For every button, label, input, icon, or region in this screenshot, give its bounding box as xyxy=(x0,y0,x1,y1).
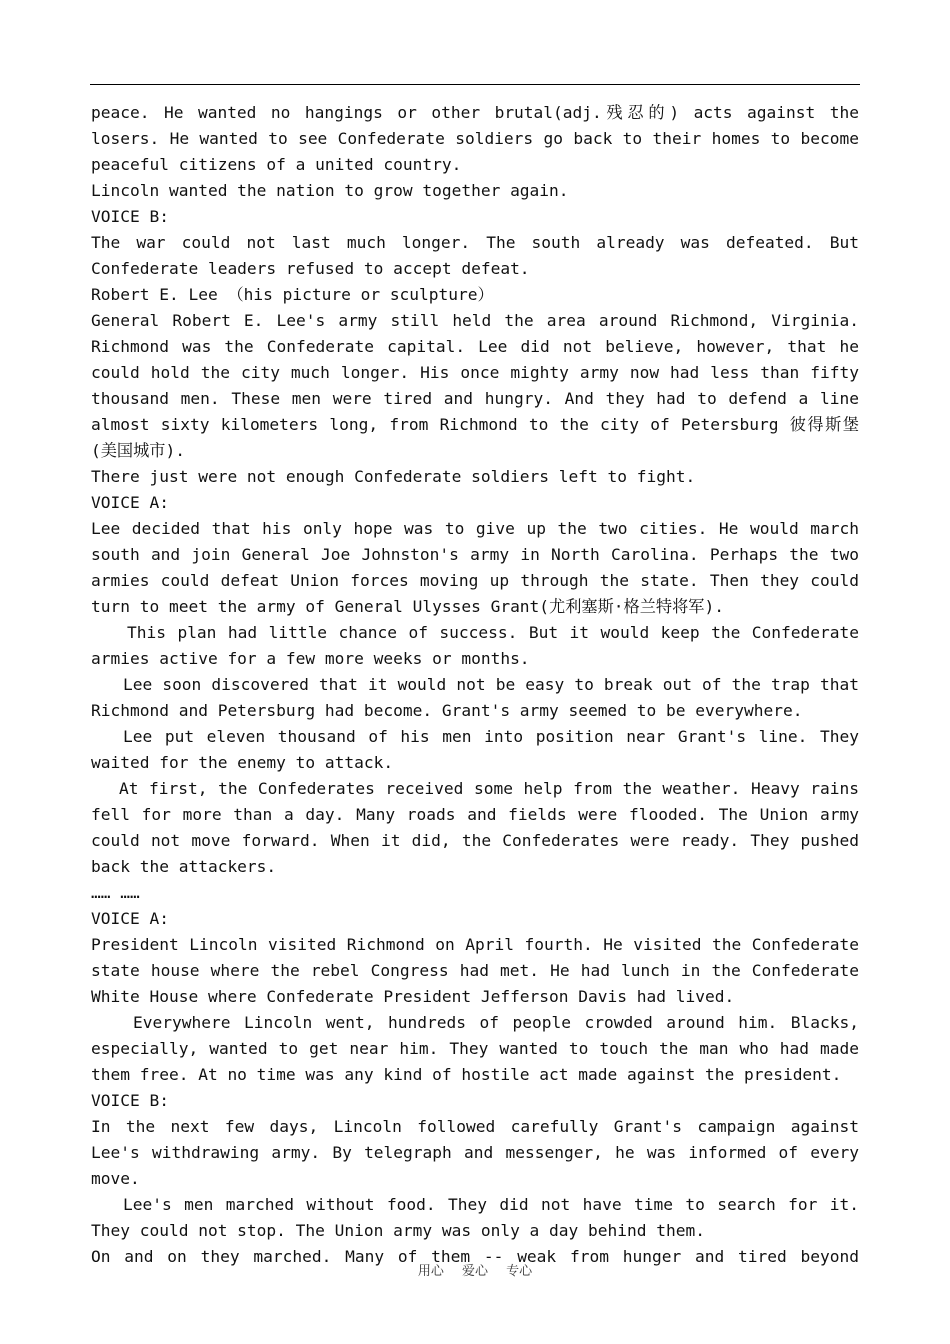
paragraph: VOICE A: xyxy=(91,909,169,928)
paragraph: Lee put eleven thousand of his men into position near Grant's line. They waited for the enemy to attack. xyxy=(91,727,859,772)
paragraph: There just were not enough Confederate soldiers left to fight. xyxy=(91,467,696,486)
paragraph: VOICE B: xyxy=(91,1091,169,1110)
paragraph: This plan had little chance of success. But it would keep the Confederate armies active for a few more weeks or months. xyxy=(91,623,859,668)
page-footer: 用心 爱心 专心 xyxy=(417,1264,533,1279)
paragraph: President Lincoln visited Richmond on April fourth. He visited the Confederate state house where the rebel Congress had met. He had lunch in the Confederate White House where Confederate President Jefferson Davis had lived. xyxy=(91,935,859,1006)
paragraph: Lee soon discovered that it would not be easy to break out of the trap that Richmond and Petersburg had become. Grant's army seemed to be everywhere. xyxy=(91,675,859,720)
paragraph: General Robert E. Lee's army still held the area around Richmond, Virginia. Richmond was the Confederate capital. Lee did not believe, however, that he could hold the city much longer. His once mighty army now had less than fifty thousand men. These men were tired and hungry. And they had to defend a line almost sixty kilometers long, from Richmond to the city of Petersburg 彼得斯堡(美国城市). xyxy=(91,311,859,460)
paragraph: The war could not last much longer. The south already was defeated. But Confederate leaders refused to accept defeat. xyxy=(91,233,859,278)
paragraph: Lee's men marched without food. They did not have time to search for it. They could not stop. The Union army was only a day behind them. xyxy=(91,1195,859,1240)
paragraph: …… …… xyxy=(91,883,140,902)
paragraph: On and on they marched. Many of them -- weak from hunger and tired beyond xyxy=(91,1247,859,1266)
paragraph: In the next few days, Lincoln followed carefully Grant's campaign against Lee's withdrawing army. By telegraph and messenger, he was informed of every move. xyxy=(91,1117,859,1188)
paragraph: At first, the Confederates received some help from the weather. Heavy rains fell for more than a day. Many roads and fields were flooded. The Union army could not move forward. When it did, the Confederates were ready. They pushed back the attackers. xyxy=(91,779,859,876)
header-rule xyxy=(90,84,860,85)
paragraph: VOICE A: xyxy=(91,493,169,512)
paragraph: peace. He wanted no hangings or other brutal(adj.残忍的) acts against the losers. He wanted to see Confederate soldiers go back to their homes to become peaceful citizens of a united country. xyxy=(91,103,859,174)
paragraph: Lincoln wanted the nation to grow together again. xyxy=(91,181,569,200)
paragraph: Lee decided that his only hope was to give up the two cities. He would march south and join General Joe Johnston's army in North Carolina. Perhaps the two armies could defeat Union forces moving up through the state. Then they could turn to meet the army of General Ulysses Grant(尤利塞斯·格兰特将军). xyxy=(91,519,859,616)
paragraph: Robert E. Lee （his picture or sculpture） xyxy=(91,285,494,304)
paragraph: Everywhere Lincoln went, hundreds of people crowded around him. Blacks, especially, wanted to get near him. They wanted to touch the man who had made them free. At no time was any kind of hostile act made against the president. xyxy=(91,1013,859,1084)
paragraph: VOICE B: xyxy=(91,207,169,226)
document-body xyxy=(91,100,859,1270)
